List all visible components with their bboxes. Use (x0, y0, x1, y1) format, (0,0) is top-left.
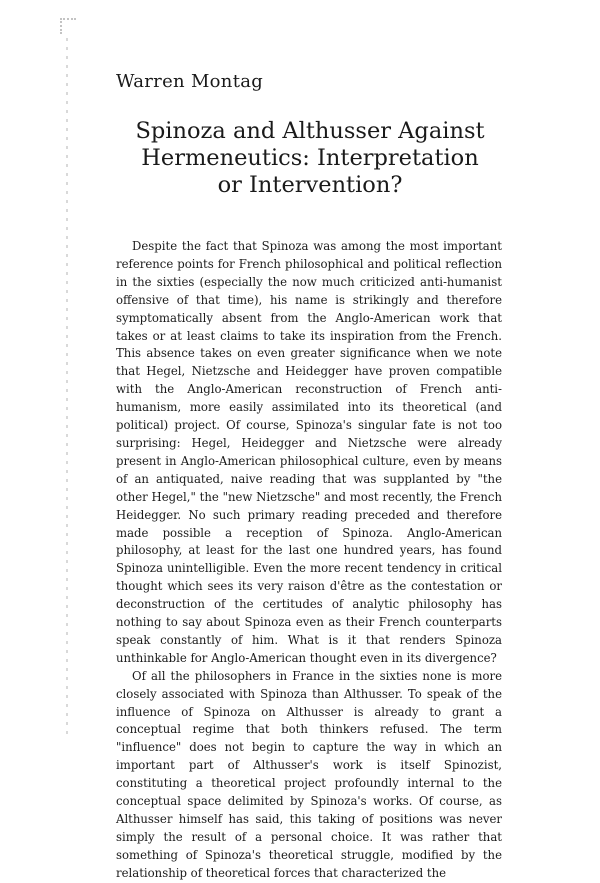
article-title (100, 118, 520, 199)
title-line: Hermeneutics: Interpretation (141, 145, 479, 171)
scan-margin-edge (66, 38, 68, 738)
author-name: Warren Montag (116, 71, 264, 92)
scan-corner-mark (60, 18, 76, 34)
title-line: or Intervention? (217, 172, 403, 198)
body-paragraph: Despite the fact that Spinoza was among the most important reference points for French philosophical and political reflection in the sixties (especially the now much criticized anti-humanist offensive of that time), his name is strikingly and therefore symptomatically absent from the Anglo-American work that takes or at least claims to take its inspiration from the French. This absence takes on even greater significance when we note that Hegel, Nietzsche and Heidegger have proven compatible with the Anglo-American reconstruction of French anti-humanism, more easily assimilated into its theoretical (and political) project. Of course, Spinoza's singular fate is not too surprising: Hegel, Heidegger and Nietzsche were already present in Anglo-American philosophical culture, even by means of an antiquated, naive reading that was supplanted by "the other Hegel," the "new Nietzsche" and most recently, the French Heidegger. No such primary reading preceded and therefore made possible a reception of Spinoza. Anglo-American philosophy, at least for the last one hundred years, has found Spinoza unintelligible. Even the more recent tendency in critical thought which sees its very raison d'être as the contestation or deconstruction of the certitudes of analytic philosophy has nothing to say about Spinoza even as their French counterparts speak constantly of him. What is it that renders Spinoza unthinkable for Anglo-American thought even in its divergence? (116, 239, 502, 665)
body-paragraph: Of all the philosophers in France in the sixties none is more closely associated with Spinoza than Althusser. To speak of the influence of Spinoza on Althusser is already to grant a conceptual regime that both thinkers refused. The term "influence" does not begin to capture the way in which an important part of Althusser's work is itself Spinozist, constituting a theoretical project profoundly internal to the conceptual space delimited by Spinoza's works. Of course, as Althusser himself has said, this taking of positions was never simply the result of a personal choice. It was rather that something of Spinoza's theoretical struggle, modified by the relationship of theoretical forces that characterized the (116, 668, 502, 880)
article-body (116, 238, 502, 883)
title-line: Spinoza and Althusser Against (135, 118, 485, 144)
